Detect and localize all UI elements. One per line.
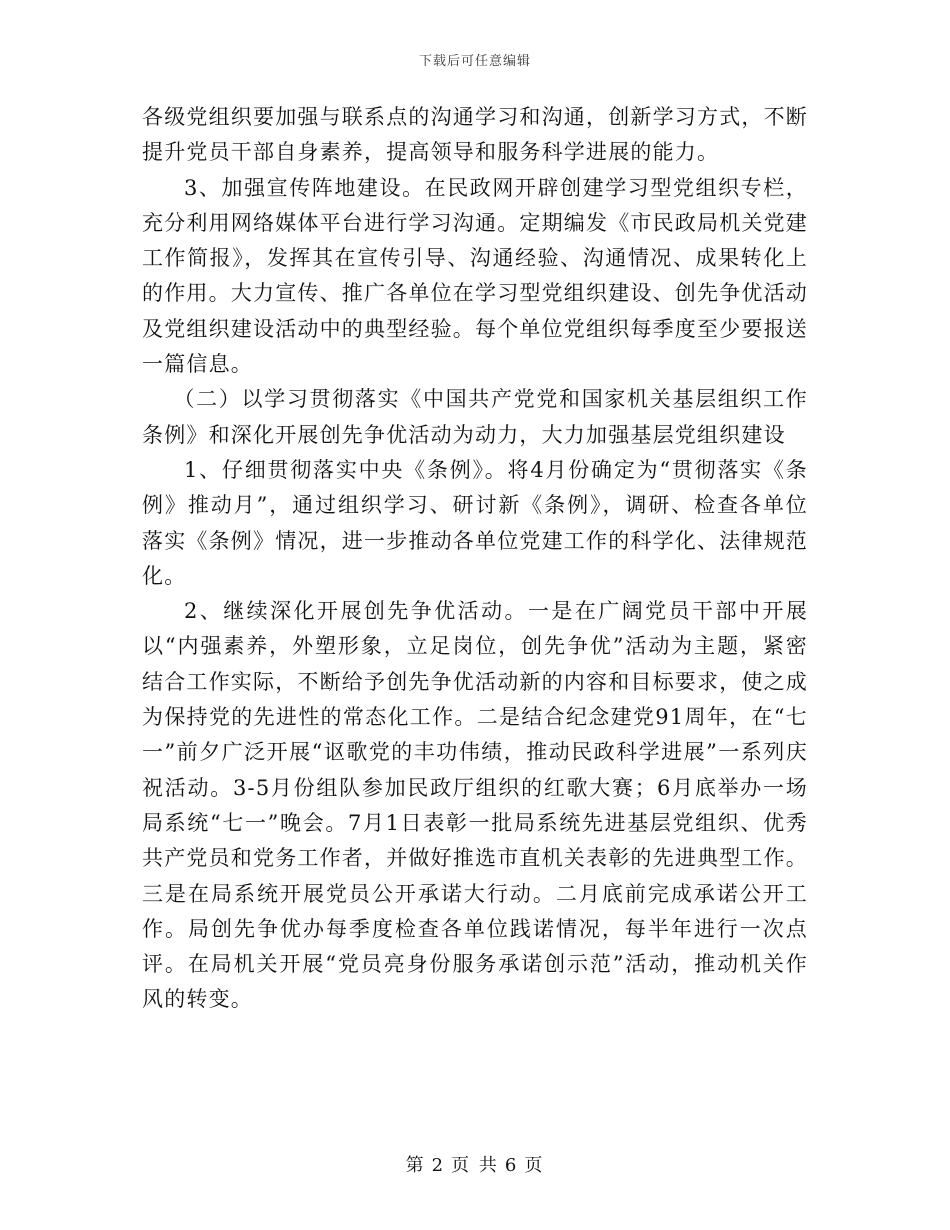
paragraph-continuation: 各级党组织要加强与联系点的沟通学习和沟通，创新学习方式，不断提升党员干部自身素养，提高领导和服务科学进展的能力。	[142, 105, 808, 165]
footer-suffix: 页	[524, 1155, 545, 1176]
paragraph-item-2: 2、继续深化开展创先争优活动。一是在广阔党员干部中开展以“内强素养，外塑形象，立足岗位，创先争优”活动为主题，紧密结合工作实际，不断给予创先争优活动新的内容和目标要求，使之成为保持党的先进性的常态化工作。二是结合纪念建党91周年，在“七一”前夕广泛开展“讴歌党的丰功伟绩，推动民政科学进展”一系列庆祝活动。3-5月份组队参加民政厅组织的红歌大赛；6月底举办一场局系统“七一”晚会。7月1日表彰一批局系统先进基层党组织、优秀共产党员和党务工作者，并做好推选市直机关表彰的先进典型工作。三是在局系统开展党员公开承诺大行动。二月底前完成承诺公开工作。局创先争优办每季度检查各单位践诺情况，每半年进行一次点评。在局机关开展“党员亮身份服务承诺创示范”活动，推动机关作风的转变。	[142, 599, 808, 1012]
total-page-count: 6	[504, 1155, 519, 1176]
paragraph-item-1: 1、仔细贯彻落实中央《条例》。将4月份确定为“贯彻落实《条例》推动月”，通过组织学习、研讨新《条例》，调研、检查各单位落实《条例》情况，进一步推动各单位党建工作的科学化、法律规范化。	[142, 457, 808, 588]
current-page-number: 2	[431, 1155, 446, 1176]
page-footer	[0, 1151, 950, 1177]
footer-middle: 页 共	[451, 1155, 499, 1176]
document-body	[142, 100, 808, 1018]
paragraph-item-3: 3、加强宣传阵地建设。在民政网开辟创建学习型党组织专栏，充分利用网络媒体平台进行学习沟通。定期编发《市民政局机关党建工作简报》，发挥其在宣传引导、沟通经验、沟通情况、成果转化上的作用。大力宣传、推广各单位在学习型党组织建设、创先争优活动及党组织建设活动中的典型经验。每个单位党组织每季度至少要报送一篇信息。	[142, 175, 808, 377]
section-heading-2: （二）以学习贯彻落实《中国共产党党和国家机关基层组织工作条例》和深化开展创先争优活动为动力，大力加强基层党组织建设	[142, 387, 808, 447]
page-header-note: 下载后可任意编辑	[418, 54, 531, 69]
footer-prefix: 第	[405, 1155, 426, 1176]
